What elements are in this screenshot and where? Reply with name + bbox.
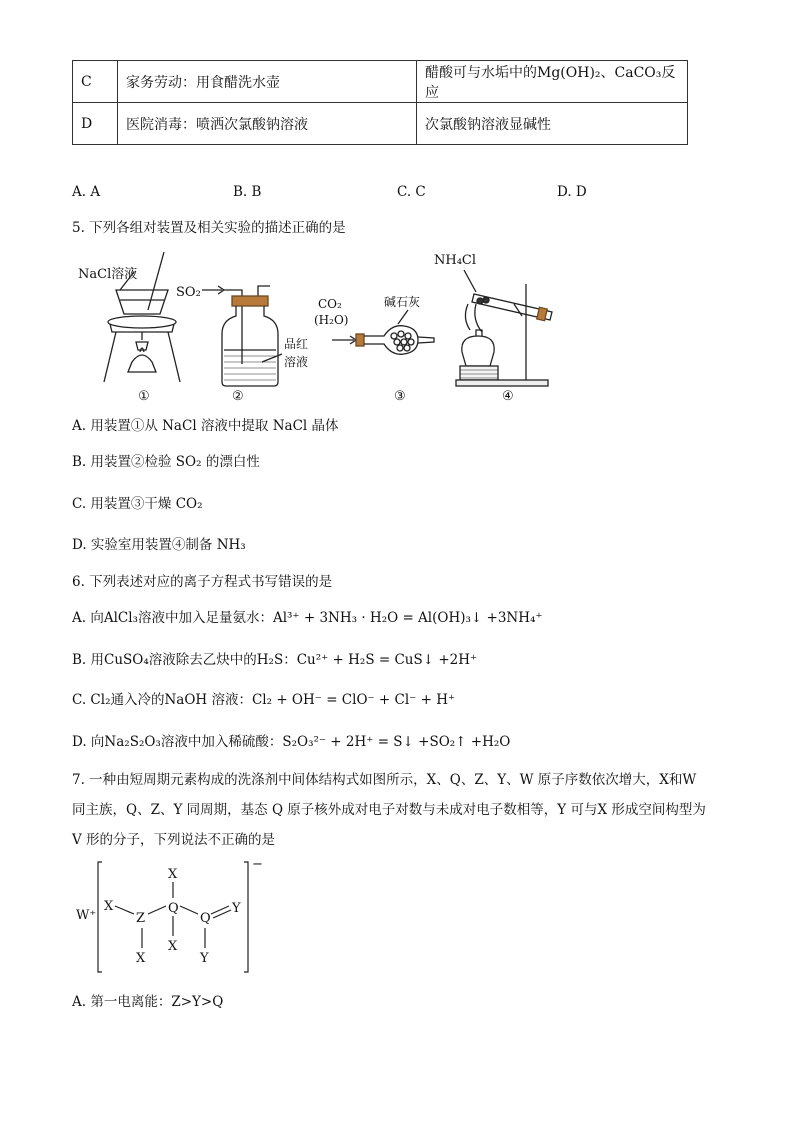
- q4-option-b: B. B: [233, 184, 262, 200]
- anion-charge: −: [252, 857, 263, 872]
- q7-stem-line1: 7. 一种由短周期元素构成的洗涤剂中间体结构式如图所示，X、Q、Z、Y、W 原子序数依次增大，X和W: [72, 772, 697, 788]
- atom-x-3: X: [168, 867, 178, 882]
- table-cell-activity: 家务劳动：用食醋洗水壶: [118, 61, 417, 103]
- caption-4: ④: [502, 389, 514, 404]
- atom-q-1: Q: [168, 901, 179, 916]
- table-row: [73, 103, 688, 145]
- apparatus-4-heating: [434, 253, 552, 386]
- atom-y-1: Y: [232, 901, 241, 916]
- q7-structure-diagram: [72, 852, 272, 978]
- table-cell-letter: D: [73, 103, 118, 145]
- table-cell-activity: 医院消毒：喷洒次氯酸钠溶液: [118, 103, 417, 145]
- table-row: [73, 61, 688, 103]
- q5-stem: 5. 下列各组对装置及相关实验的描述正确的是: [72, 220, 346, 236]
- atom-q-2: Q: [200, 911, 211, 926]
- table-cell-knowledge: 醋酸可与水垢中的Mg(OH)₂、CaCO₃反应: [417, 61, 688, 103]
- label-co2: CO₂: [318, 297, 342, 311]
- q4-option-a: A. A: [72, 184, 101, 200]
- atom-x-4: X: [168, 939, 178, 954]
- atom-z: Z: [136, 911, 146, 926]
- atom-x-1: X: [104, 899, 114, 914]
- label-so2-inlet: SO₂: [176, 285, 201, 300]
- apparatus-2-gas-bottle: [176, 285, 308, 386]
- q7-option-a: A. 第一电离能：Z>Y>Q: [72, 994, 224, 1010]
- label-h2o: (H₂O): [314, 313, 349, 327]
- caption-1: ①: [138, 389, 150, 404]
- q6-stem: 6. 下列表述对应的离子方程式书写错误的是: [72, 574, 333, 590]
- table-cell-letter: C: [73, 61, 118, 103]
- label-nh4cl: NH₄Cl: [434, 253, 477, 268]
- q6-option-c: C. Cl₂通入冷的NaOH 溶液：Cl₂ + OH⁻ = ClO⁻ + Cl⁻ + H⁺: [72, 692, 456, 708]
- q6-option-b: B. 用CuSO₄溶液除去乙炔中的H₂S：Cu²⁺ + H₂S = CuS↓ +2H⁺: [72, 652, 478, 668]
- label-nacl-solution: NaCl溶液: [78, 267, 138, 282]
- q7-stem-line2: 同主族，Q、Z、Y 同周期，基态 Q 原子核外成对电子对数与未成对电子数相等，Y 可与X 形成空间构型为: [72, 802, 706, 818]
- q5-option-d: D. 实验室用装置④制备 NH₃: [72, 537, 246, 553]
- atom-x-2: X: [136, 951, 146, 966]
- q6-option-a: A. 向AlCl₃溶液中加入足量氨水：Al³⁺ + 3NH₃ · H₂O = Al(OH)₃↓ +3NH₄⁺: [72, 610, 543, 626]
- label-soda-lime: 碱石灰: [384, 295, 421, 309]
- caption-2: ②: [232, 389, 244, 404]
- apparatus-1-evaporation: [78, 252, 180, 382]
- table-cell-knowledge: 次氯酸钠溶液显碱性: [417, 103, 688, 145]
- q5-option-b: B. 用装置②检验 SO₂ 的漂白性: [72, 454, 260, 470]
- apparatus-3-drying-tube: [314, 294, 434, 354]
- cation-w: W⁺: [76, 908, 97, 923]
- q7-stem-line3: V 形的分子，下列说法不正确的是: [72, 832, 276, 848]
- q5-apparatus-figure: [72, 244, 562, 410]
- q5-option-c: C. 用装置③干燥 CO₂: [72, 496, 203, 512]
- q6-option-d: D. 向Na₂S₂O₃溶液中加入稀硫酸：S₂O₃²⁻ + 2H⁺ = S↓ +SO₂↑ +H₂O: [72, 734, 511, 750]
- label-pinhong: 品红: [284, 337, 309, 351]
- caption-3: ③: [394, 389, 406, 404]
- label-solution: 溶液: [284, 355, 309, 369]
- q4-option-d: D. D: [557, 184, 587, 200]
- atom-y-2: Y: [200, 951, 209, 966]
- answer-table: [72, 60, 688, 145]
- q5-option-a: A. 用装置①从 NaCl 溶液中提取 NaCl 晶体: [72, 418, 339, 434]
- q4-option-c: C. C: [397, 184, 426, 200]
